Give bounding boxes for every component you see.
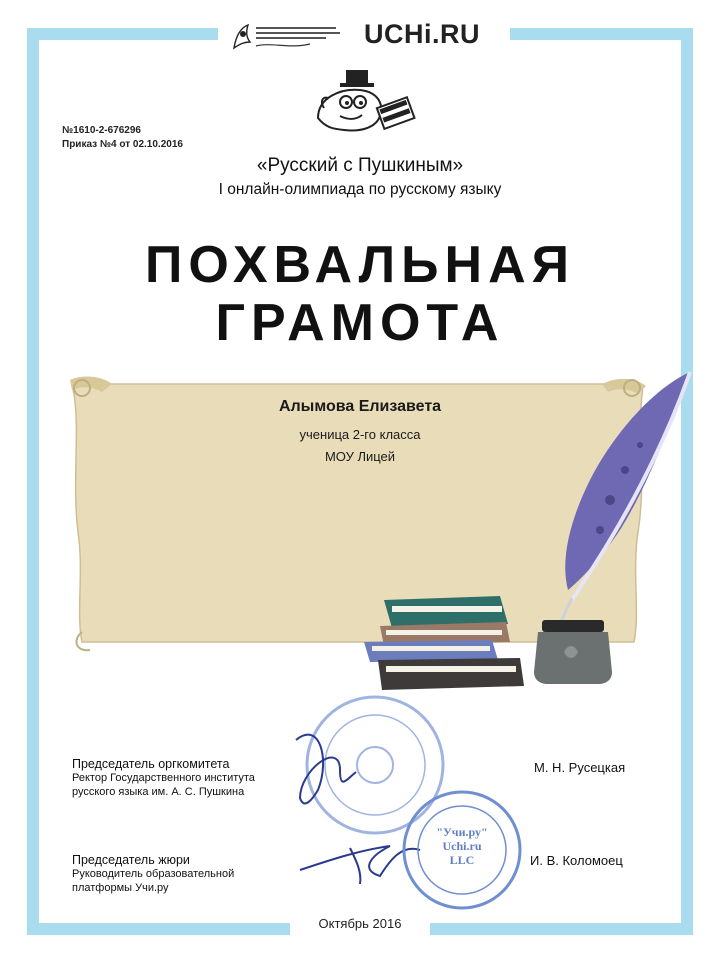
certificate-title-line2: ГРАМОТА: [215, 294, 505, 352]
certificate-title-line1: ПОХВАЛЬНАЯ: [144, 236, 576, 294]
jury-line2: платформы Учи.ру: [72, 882, 169, 894]
olympiad-subtitle: I онлайн-олимпиада по русскому языку: [218, 181, 502, 198]
books-illustration: [364, 596, 524, 690]
uchi-logo: UCHi.RU: [364, 19, 480, 49]
order-number: №1610-2-676296: [62, 125, 141, 136]
jury-signer-name: И. В. Коломоец: [530, 853, 623, 868]
signature-jury: [300, 846, 420, 884]
jury-signature-block: [72, 853, 234, 895]
stamp-line3: LLC: [449, 853, 475, 867]
recipient-role: ученица 2-го класса: [299, 427, 421, 442]
signature-org: [296, 735, 356, 804]
org-signature-block: [72, 757, 255, 799]
inkwell-illustration: [534, 620, 612, 684]
recipient-name: Алымова Елизавета: [278, 398, 442, 415]
jury-title: Председатель жюри: [72, 853, 190, 867]
feather-illustration: [556, 372, 690, 632]
org-line2: русского языка им. А. С. Пушкина: [72, 786, 245, 798]
order-date: Приказ №4 от 02.10.2016: [62, 139, 183, 150]
recipient-school: МОУ Лицей: [324, 449, 396, 464]
issue-date: Октябрь 2016: [318, 916, 402, 931]
stamp-line1: "Учи.ру": [436, 825, 488, 839]
round-seal: [307, 697, 443, 833]
org-title: Председатель оргкомитета: [72, 757, 230, 771]
uchi-stamp-text: [420, 825, 504, 867]
org-signer-name: М. Н. Русецкая: [534, 760, 626, 775]
olympiad-title: «Русский с Пушкиным»: [256, 155, 464, 176]
org-line1: Ректор Государственного института: [72, 772, 255, 784]
jury-line1: Руководитель образовательной: [72, 868, 235, 880]
stamp-line2: Uchi.ru: [442, 839, 482, 853]
